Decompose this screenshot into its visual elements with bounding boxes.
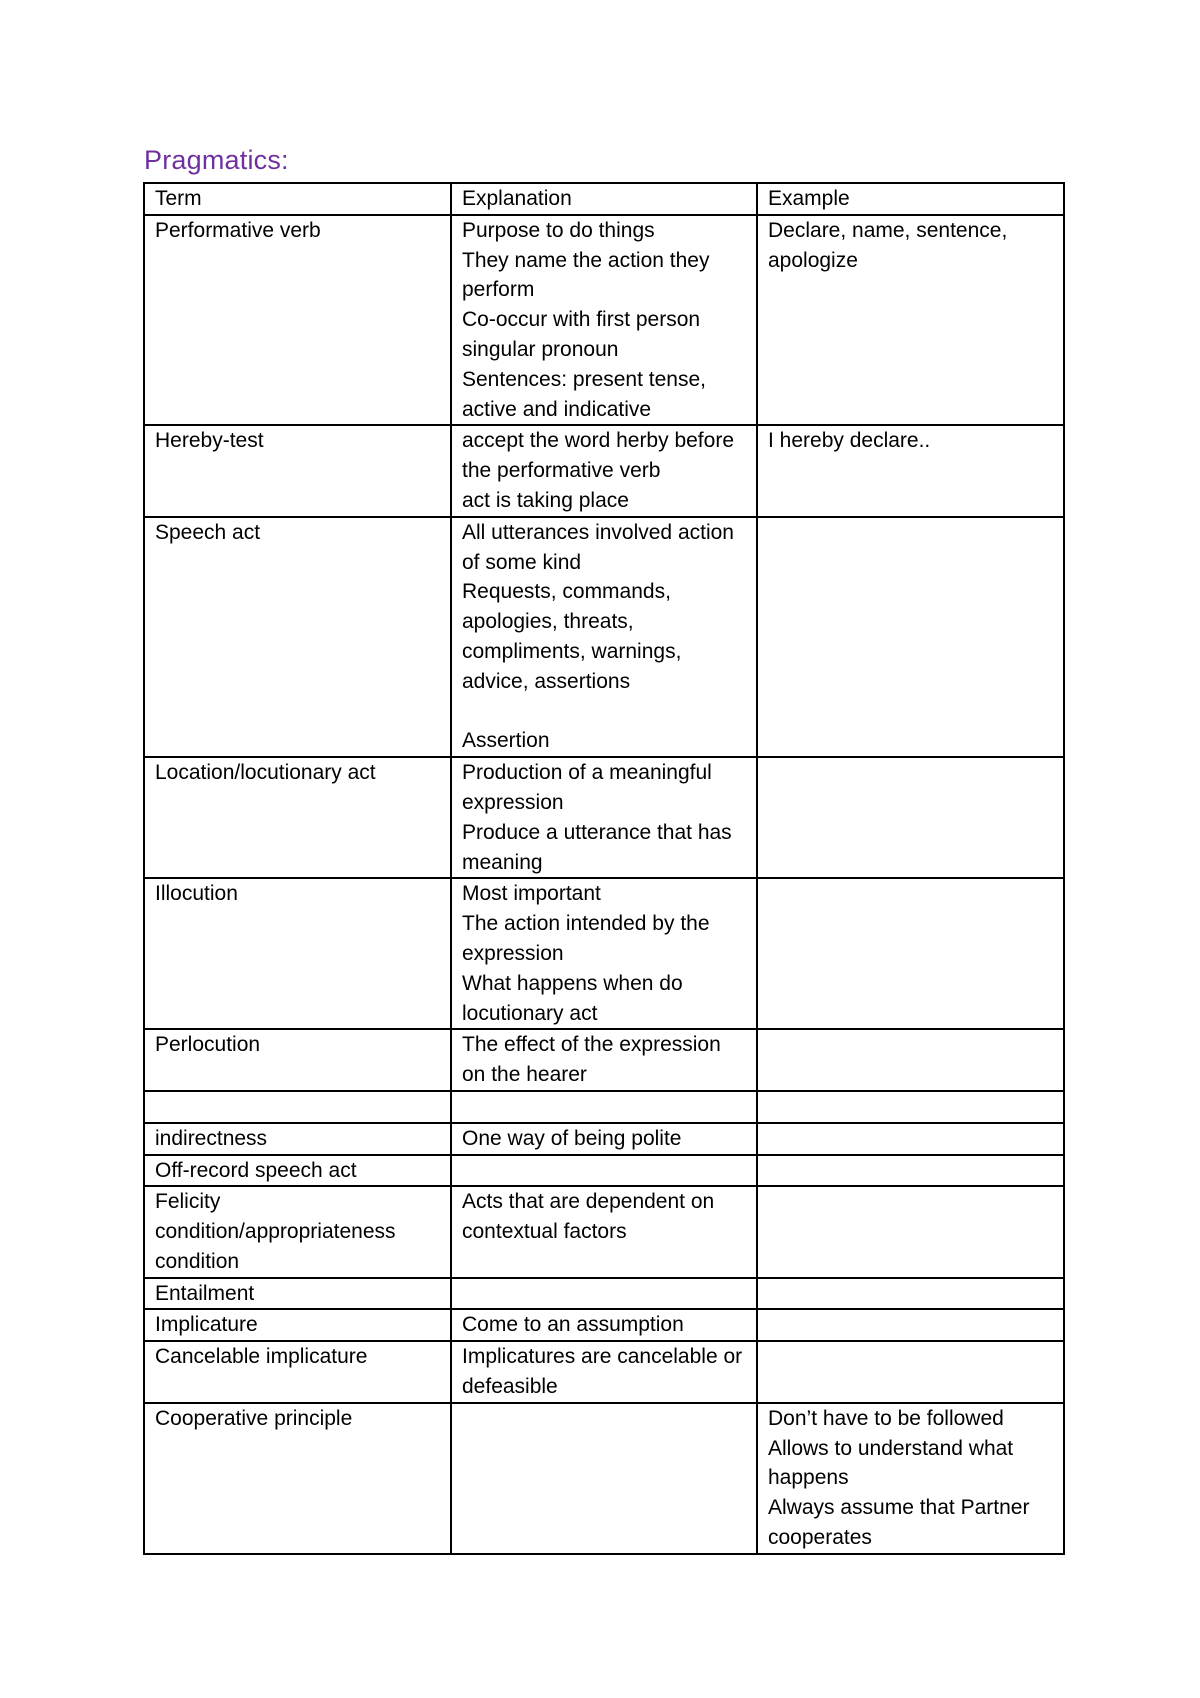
header-row [144,183,1064,215]
explanation-cell: Most important The action intended by the expression What happens when do locutionary act [451,878,757,1029]
example-cell [757,1029,1064,1091]
pragmatics-table [143,182,1065,1555]
header-example: Example [757,183,1064,215]
explanation-cell: Implicatures are cancelable or defeasible [451,1341,757,1403]
explanation-cell [451,1091,757,1123]
header-explanation: Explanation [451,183,757,215]
term-cell: Hereby-test [144,425,451,516]
explanation-cell: One way of being polite [451,1123,757,1155]
table-body [144,215,1064,1554]
table-row [144,425,1064,516]
table-row [144,1309,1064,1341]
explanation-cell: Come to an assumption [451,1309,757,1341]
table-row [144,1123,1064,1155]
term-cell: Cooperative principle [144,1403,451,1554]
example-cell [757,878,1064,1029]
term-cell: Illocution [144,878,451,1029]
explanation-cell: accept the word herby before the performative verb act is taking place [451,425,757,516]
example-cell [757,1091,1064,1123]
table-row [144,1403,1064,1554]
example-cell [757,1341,1064,1403]
example-cell [757,1278,1064,1310]
explanation-cell: All utterances involved action of some kind Requests, commands, apologies, threats, compliments, warnings, advice, assertions Assertion [451,517,757,757]
example-cell: Declare, name, sentence, apologize [757,215,1064,426]
term-cell: Perlocution [144,1029,451,1091]
explanation-cell [451,1155,757,1187]
term-cell [144,1091,451,1123]
term-cell: Cancelable implicature [144,1341,451,1403]
table-row [144,878,1064,1029]
term-cell: Speech act [144,517,451,757]
example-cell [757,1155,1064,1187]
explanation-cell: Production of a meaningful expression Produce a utterance that has meaning [451,757,757,878]
table-row [144,1341,1064,1403]
term-cell: indirectness [144,1123,451,1155]
example-cell [757,1186,1064,1277]
table-row [144,1029,1064,1091]
explanation-cell [451,1278,757,1310]
example-cell: Don’t have to be followed Allows to understand what happens Always assume that Partner cooperates [757,1403,1064,1554]
table-row [144,215,1064,426]
example-cell [757,1309,1064,1341]
table-row [144,1186,1064,1277]
term-cell: Entailment [144,1278,451,1310]
example-cell [757,1123,1064,1155]
explanation-cell: Purpose to do things They name the action they perform Co-occur with first person singular pronoun Sentences: present tense, active and indicative [451,215,757,426]
example-cell [757,757,1064,878]
term-cell: Off-record speech act [144,1155,451,1187]
example-cell [757,517,1064,757]
table-row [144,517,1064,757]
explanation-cell: Acts that are dependent on contextual factors [451,1186,757,1277]
term-cell: Felicity condition/appropriateness condition [144,1186,451,1277]
table-header [144,183,1064,215]
header-term: Term [144,183,451,215]
empty-table-row [144,1091,1064,1123]
term-cell: Performative verb [144,215,451,426]
explanation-cell [451,1403,757,1554]
explanation-cell: The effect of the expression on the hearer [451,1029,757,1091]
table-row [144,1278,1064,1310]
table-row [144,1155,1064,1187]
term-cell: Location/locutionary act [144,757,451,878]
table-row [144,757,1064,878]
page-title: Pragmatics: [144,145,289,175]
example-cell: I hereby declare.. [757,425,1064,516]
term-cell: Implicature [144,1309,451,1341]
